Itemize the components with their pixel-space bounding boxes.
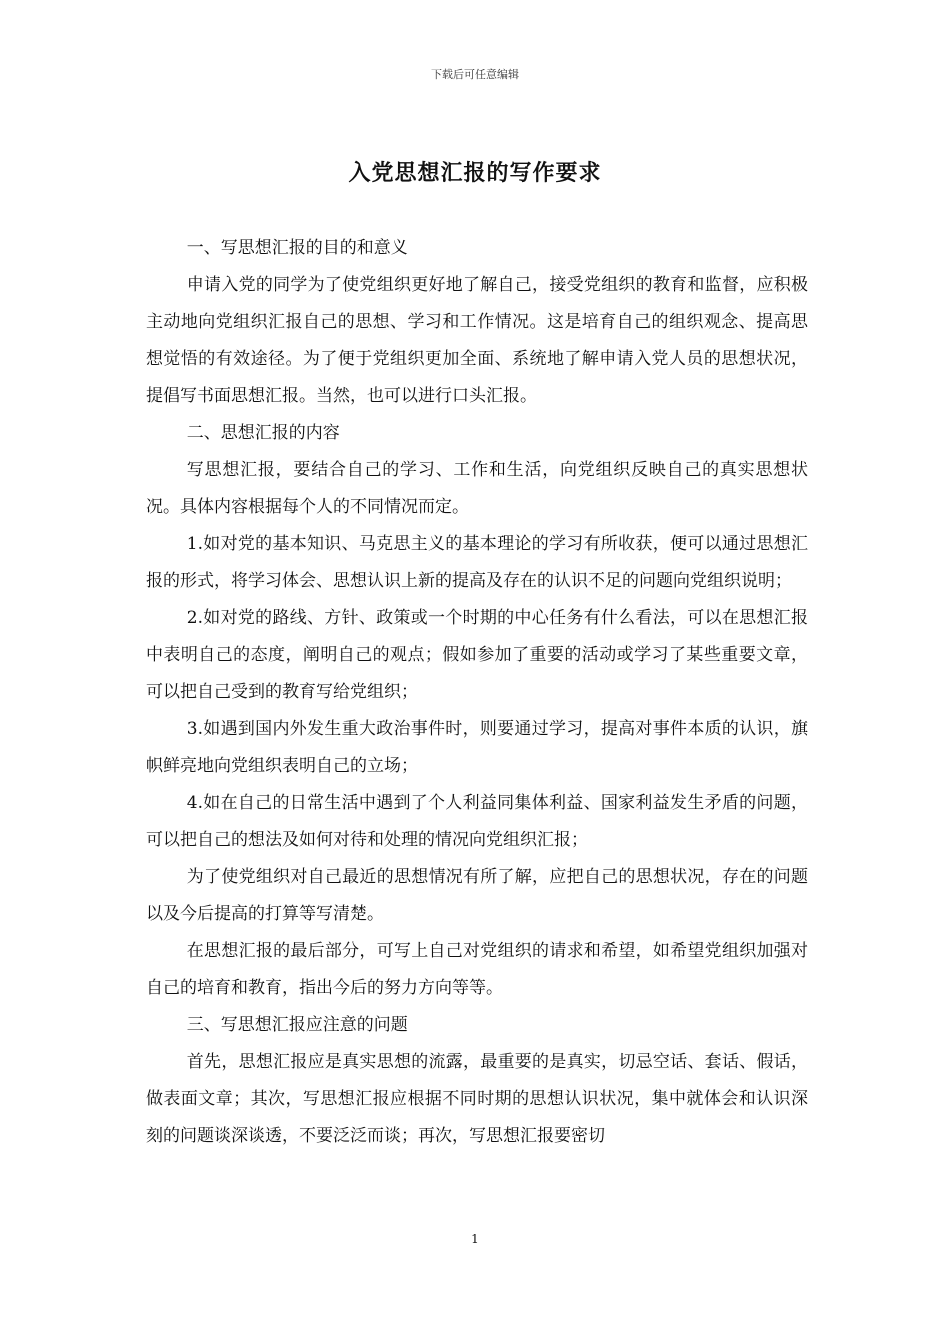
document-body bbox=[146, 230, 808, 1155]
paragraph: 在思想汇报的最后部分，可写上自己对党组织的请求和希望，如希望党组织加强对自己的培育和教育，指出今后的努力方向等等。 bbox=[146, 941, 808, 998]
list-item-1: 1.如对党的基本知识、马克思主义的基本理论的学习有所收获，便可以通过思想汇报的形式，将学习体会、思想认识上新的提高及存在的认识不足的问题向党组织说明； bbox=[146, 534, 808, 591]
paragraph: 申请入党的同学为了使党组织更好地了解自己，接受党组织的教育和监督，应积极主动地向党组织汇报自己的思想、学习和工作情况。这是培育自己的组织观念、提高思想觉悟的有效途径。为了便于党组织更加全面、系统地了解申请入党人员的思想状况，提倡写书面思想汇报。当然，也可以进行口头汇报。 bbox=[146, 275, 808, 406]
list-item-4: 4.如在自己的日常生活中遇到了个人利益同集体利益、国家利益发生矛盾的问题，可以把自己的想法及如何对待和处理的情况向党组织汇报； bbox=[146, 793, 808, 850]
paragraph: 为了使党组织对自己最近的思想情况有所了解，应把自己的思想状况，存在的问题以及今后提高的打算等写清楚。 bbox=[146, 867, 808, 924]
list-item-2: 2.如对党的路线、方针、政策或一个时期的中心任务有什么看法，可以在思想汇报中表明自己的态度，阐明自己的观点；假如参加了重要的活动或学习了某些重要文章，可以把自己受到的教育写给党组织； bbox=[146, 608, 808, 702]
paragraph: 首先，思想汇报应是真实思想的流露，最重要的是真实，切忌空话、套话、假话，做表面文章；其次，写思想汇报应根据不同时期的思想认识状况，集中就体会和认识深刻的问题谈深谈透，不要泛泛而谈；再次，写思想汇报要密切 bbox=[146, 1052, 808, 1146]
section-heading-1: 一、写思想汇报的目的和意义 bbox=[186, 238, 408, 258]
page-header: 下载后可任意编辑 bbox=[431, 68, 519, 81]
section-heading-2: 二、思想汇报的内容 bbox=[186, 423, 340, 443]
document-title: 入党思想汇报的写作要求 bbox=[348, 160, 602, 186]
section-heading-3: 三、写思想汇报应注意的问题 bbox=[186, 1015, 408, 1035]
list-item-3: 3.如遇到国内外发生重大政治事件时，则要通过学习，提高对事件本质的认识，旗帜鲜亮地向党组织表明自己的立场； bbox=[146, 719, 808, 776]
page-number: 1 bbox=[471, 1232, 479, 1246]
paragraph: 写思想汇报，要结合自己的学习、工作和生活，向党组织反映自己的真实思想状况。具体内容根据每个人的不同情况而定。 bbox=[146, 460, 808, 517]
